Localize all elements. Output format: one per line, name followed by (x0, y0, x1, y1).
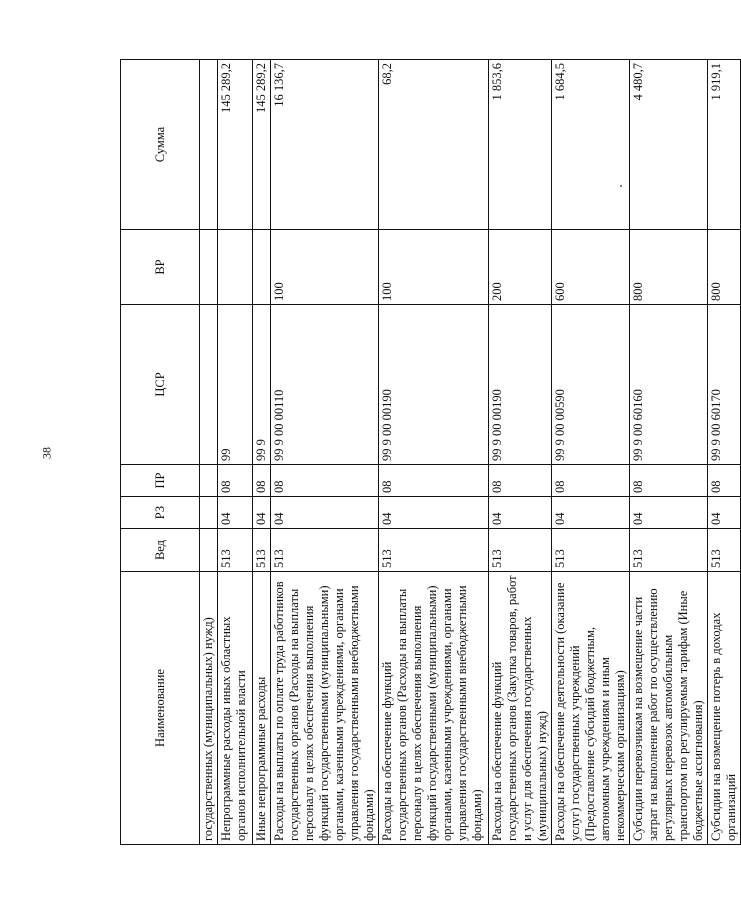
row-pr: 08 (271, 465, 379, 497)
row-rz: 04 (552, 497, 630, 529)
row-sum: 1 684,5 (552, 60, 630, 230)
row-csr: 99 9 00 60170 (708, 305, 741, 465)
header-sum: Сумма (121, 60, 200, 230)
row-pr: 08 (218, 465, 253, 497)
row-name: Расходы на обеспечение функций государственных органов (Закупка товаров, работ и услуг для обеспечения государственных (муниципальных) нужд) (489, 572, 552, 845)
row-rz: 04 (379, 497, 489, 529)
row-ved: 513 (489, 529, 552, 572)
table-row (200, 60, 218, 845)
row-pr: 08 (379, 465, 489, 497)
row-rz: 04 (489, 497, 552, 529)
table-row (489, 60, 552, 845)
table-header-row (121, 60, 200, 845)
row-sum: 145 289,2 (218, 60, 253, 230)
row-rz: 04 (630, 497, 708, 529)
row-sum: 1 853,6 (489, 60, 552, 230)
row-vr: 100 (379, 230, 489, 305)
row-name: Расходы на обеспечение функций государственных органов (Расходы на выплаты персоналу в целях обеспечения выполнения функций государственными (муниципальными) органами, казенными учреждениями, органами управления государственными внебюджетными фондами) (379, 572, 489, 845)
row-pr (200, 465, 218, 497)
header-vr: ВР (121, 230, 200, 305)
row-vr: 800 (708, 230, 741, 305)
budget-table (120, 59, 741, 845)
row-vr: 100 (271, 230, 379, 305)
row-rz: 04 (708, 497, 741, 529)
row-sum: 16 136,7 (271, 60, 379, 230)
row-name: Субсидии на возмещение потерь в доходах организаций (708, 572, 741, 845)
row-ved: 513 (552, 529, 630, 572)
row-vr (218, 230, 253, 305)
row-ved: 513 (271, 529, 379, 572)
row-ved (200, 529, 218, 572)
row-pr: 08 (489, 465, 552, 497)
row-name: Субсидии перевозчикам на возмещение части затрат на выполнение работ по осуществлению регулярных перевозок автомобильным транспортом по регулируемым тарифам (Иные бюджетные ассигнования) (630, 572, 708, 845)
row-pr: 08 (253, 465, 271, 497)
table-row (379, 60, 489, 845)
row-name: государственных (муниципальных) нужд) (200, 572, 218, 845)
table-row (253, 60, 271, 845)
row-csr: 99 9 00 00590 (552, 305, 630, 465)
row-name: Расходы на выплаты по оплате труда работников государственных органов (Расходы на выплаты персоналу в целях обеспечения выполнения функций государственными (муниципальными) органами, казенными учреждениями, органами управления государственными внебюджетными фондами) (271, 572, 379, 845)
row-sum: 4 480,7 (630, 60, 708, 230)
row-ved: 513 (379, 529, 489, 572)
row-ved: 513 (218, 529, 253, 572)
row-pr: 08 (552, 465, 630, 497)
header-rz: РЗ (121, 497, 200, 529)
table-row (630, 60, 708, 845)
page-number: 38 (39, 447, 54, 459)
row-rz: 04 (218, 497, 253, 529)
row-sum: 68,2 (379, 60, 489, 230)
row-csr: 99 9 00 60160 (630, 305, 708, 465)
row-pr: 08 (630, 465, 708, 497)
row-vr (253, 230, 271, 305)
header-name: Наименование (121, 572, 200, 845)
row-vr: 600 (552, 230, 630, 305)
row-csr: 99 (218, 305, 253, 465)
table-row (271, 60, 379, 845)
row-name: Расходы на обеспечение деятельности (оказание услуг) государственных учреждений (Предоставление субсидий бюджетным, автономным учреждениям и иным некоммерческим организациям) (552, 572, 630, 845)
header-csr: ЦСР (121, 305, 200, 465)
row-csr: 99 9 (253, 305, 271, 465)
row-sum: 145 289,2 (253, 60, 271, 230)
table-container (120, 60, 738, 845)
row-sum (200, 60, 218, 230)
row-ved: 513 (708, 529, 741, 572)
row-csr (200, 305, 218, 465)
row-csr: 99 9 00 00110 (271, 305, 379, 465)
header-ved: Вед (121, 529, 200, 572)
row-vr: 800 (630, 230, 708, 305)
row-csr: 99 9 00 00190 (379, 305, 489, 465)
table-row (218, 60, 253, 845)
row-ved: 513 (630, 529, 708, 572)
row-rz: 04 (253, 497, 271, 529)
row-csr: 99 9 00 00190 (489, 305, 552, 465)
row-pr: 08 (708, 465, 741, 497)
row-ved: 513 (253, 529, 271, 572)
row-name: Иные непрограммные расходы (253, 572, 271, 845)
rotated-page-content (120, 60, 738, 845)
row-vr (200, 230, 218, 305)
row-name: Непрограммные расходы иных областных органов исполнительной власти (218, 572, 253, 845)
table-row (708, 60, 741, 845)
row-rz: 04 (271, 497, 379, 529)
row-rz (200, 497, 218, 529)
header-pr: ПР (121, 465, 200, 497)
row-sum: 1 919,1 (708, 60, 741, 230)
row-vr: 200 (489, 230, 552, 305)
table-row (552, 60, 630, 845)
